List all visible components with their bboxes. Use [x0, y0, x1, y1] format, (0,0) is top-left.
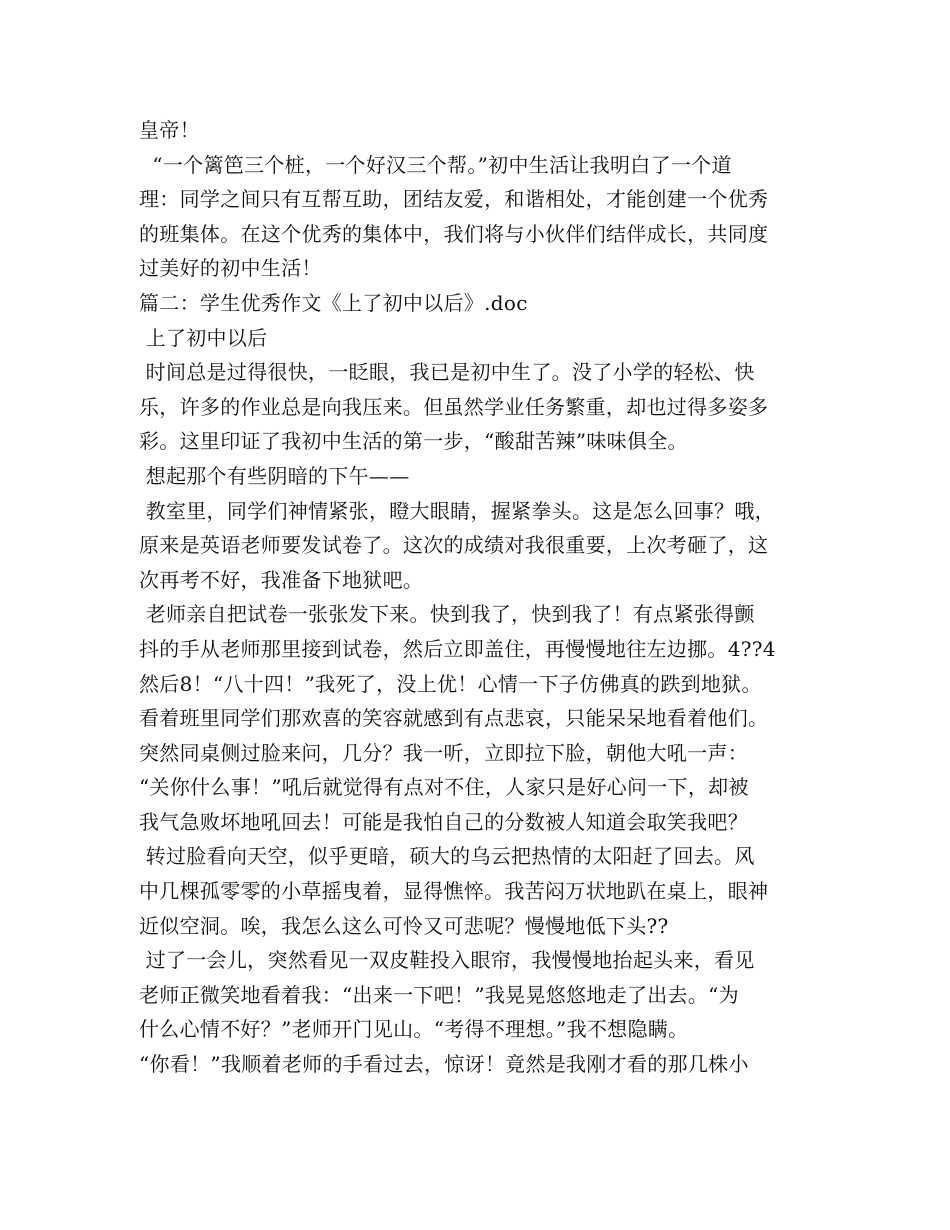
text-line: 突然同桌侧过脸来问，几分？我一听，立即拉下脸，朝他大吼一声：	[139, 740, 748, 765]
text-line: 老师正微笑地看着我：“出来一下吧！”我晃晃悠悠地走了出去。“为	[139, 982, 739, 1007]
text-line: 皇帝！	[139, 118, 200, 142]
text-line: 原来是英语老师要发试卷了。这次的成绩对我很重要，上次考砸了，这	[139, 533, 769, 558]
section-heading: 篇二：学生优秀作文《上了初中以后》.doc	[139, 290, 528, 315]
text-line: 抖的手从老师那里接到试卷，然后立即盖住，再慢慢地往左边挪。4??4	[139, 636, 776, 661]
text-line: 教室里，同学们神情紧张，瞪大眼睛，握紧拳头。这是怎么回事？哦，	[139, 498, 775, 523]
text-line: 时间总是过得很快，一眨眼，我已是初中生了。没了小学的轻松、快	[139, 360, 755, 385]
text-line: “你看！”我顺着老师的手看过去，惊讶！竟然是我刚才看的那几株小	[139, 1052, 749, 1077]
text-line: 彩。这里印证了我初中生活的第一步，“酸甜苦辣”味味俱全。	[139, 429, 688, 454]
text-line: 次再考不好，我准备下地狱吧。	[139, 567, 424, 592]
text-line: 我气急败坏地吼回去！可能是我怕自己的分数被人知道会取笑我吧？	[139, 809, 748, 834]
text-line: 看着班里同学们那欢喜的笑容就感到有点悲哀，只能呆呆地看着他们。	[139, 706, 769, 731]
text-line: 理：同学之间只有互帮互助，团结友爱，和谐相处，才能创建一个优秀	[139, 187, 769, 212]
text-line: 的班集体。在这个优秀的集体中，我们将与小伙伴们结伴成长，共同度	[139, 221, 769, 246]
text-line: 乐，许多的作业总是向我压来。但虽然学业任务繁重，却也过得多姿多	[139, 394, 769, 419]
text-line: “关你什么事！”吼后就觉得有点对不住，人家只是好心问一下，却被	[139, 775, 749, 800]
text-line: 什么心情不好？”老师开门见山。“考得不理想。”我不想隐瞒。	[139, 1017, 689, 1042]
text-line: 想起那个有些阴暗的下午——	[139, 463, 410, 488]
essay-title: 上了初中以后	[139, 325, 268, 350]
document-body	[139, 113, 829, 1082]
text-line: 近似空洞。唉，我怎么这么可怜又可悲呢？慢慢地低下头??	[139, 913, 669, 938]
text-line: 中几棵孤零零的小草摇曳着，显得憔悴。我苦闷万状地趴在桌上，眼神	[139, 879, 769, 904]
text-line: 转过脸看向天空，似乎更暗，硕大的乌云把热情的太阳赶了回去。风	[139, 844, 755, 869]
text-line: 过了一会儿，突然看见一双皮鞋投入眼帘，我慢慢地抬起头来，看见	[139, 948, 755, 973]
text-line: “一个篱笆三个桩，一个好汉三个帮。”初中生活让我明白了一个道	[139, 152, 732, 177]
text-line: 过美好的初中生活！	[139, 256, 322, 281]
text-line: 然后8！“八十四！”我死了，没上优！心情一下子仿佛真的跌到地狱。	[139, 671, 762, 696]
text-line: 老师亲自把试卷一张张发下来。快到我了，快到我了！有点紧张得颤	[139, 602, 755, 627]
